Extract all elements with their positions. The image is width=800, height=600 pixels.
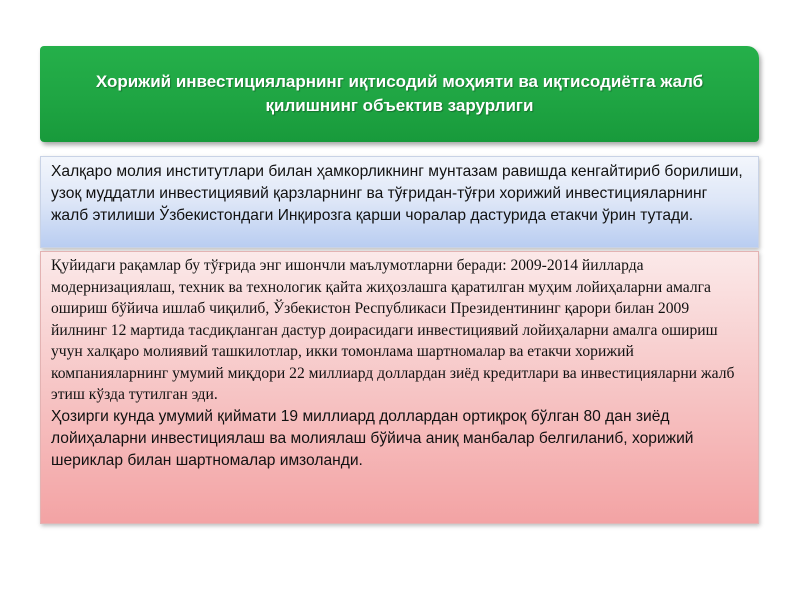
summary-box [40,156,759,248]
slide-title: Хорижий инвестицияларнинг иқтисодий моҳияти ва иқтисодиётга жалб қилишнинг объектив зарурлиги [95,72,704,115]
details-box [40,251,759,524]
details-paragraph-2: Ҳозирги кунда умумий қиймати 19 миллиард доллардан ортиқроқ бўлган 80 дан зиёд лойиҳаларни инвестициялаш ва молиялаш бўйича аниқ манбалар белгиланиб, хорижий шериклар билан шартномалар имзоланди. [51,407,694,469]
summary-text: Халқаро молия институтлари билан ҳамкорликнинг мунтазам равишда кенгайтириб борилиши, узоқ муддатли инвестициявий қарзларнинг ва тўғридан-тўғри хорижий инвестицияларнинг жалб этилиши Ўзбекистондаги Инқирозга қарши чоралар дастурида етакчи ўрин тутади. [51,163,743,224]
title-banner [40,46,759,142]
details-paragraph-1: Қуйидаги рақамлар бу тўғрида энг ишончли маълумотларни беради: 2009-2014 йилларда модернизациялаш, техник ва технологик қайта жиҳозлашга қаратилган муҳим лойиҳаларни амалга ошириш бўйича ишлаб чиқилиб, Ўзбекистон Республикаси Президентининг қарори билан 2009 йилнинг 12 мартида тасдиқланган дастур доирасидаги инвестициявий лойиҳаларни амалга ошириш учун халқаро молиявий ташкилотлар, икки томонлама шартномалар ва етакчи хорижий компанияларнинг умумий миқдори 22 миллиард доллардан зиёд кредитлари ва инвестицияларни жалб этиш кўзда тутилган эди. [51,257,735,403]
